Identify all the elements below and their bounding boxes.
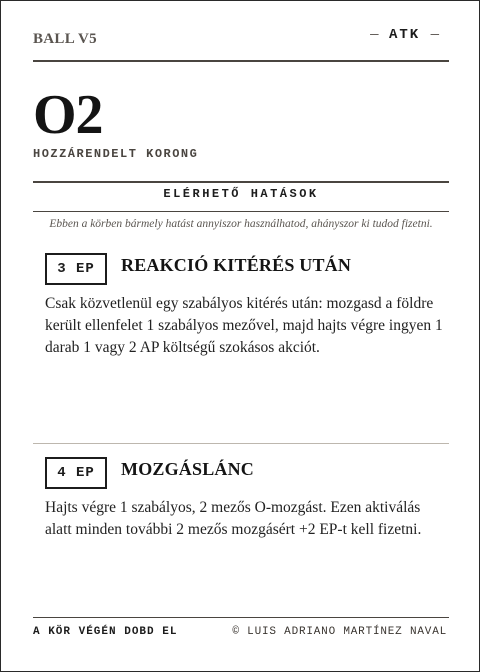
footer-divider [33, 617, 449, 618]
effect-divider [33, 443, 449, 444]
type-label-group [370, 27, 439, 43]
section-divider-bottom [33, 211, 449, 212]
section-title: ELÉRHETŐ HATÁSOK [163, 187, 319, 201]
set-label: BALL V5 [33, 31, 97, 47]
top-divider [33, 60, 449, 62]
dash-left: — [370, 27, 379, 43]
effect-text: Csak közvetlenül egy szabályos kitérés után: mozgasd a földre került ellenfelet 1 szabályos mezővel, majd hajts végre ingyen 1 darab 1 vagy 2 AP költségű szokásos akciót. [45, 295, 443, 356]
effect-title: REAKCIÓ KITÉRÉS UTÁN [121, 255, 352, 275]
type-label: ATK [388, 27, 421, 43]
usage-note: Ebben a körben bármely hatást annyiszor használhatod, ahányszor ki tudod fizetni. [49, 218, 433, 230]
dash-right: — [430, 27, 439, 43]
effect-title: MOZGÁSLÁNC [121, 459, 255, 479]
effect-cost-badge: 3 EP [45, 253, 107, 285]
card-code: O2 [33, 84, 103, 146]
card-subtitle: HOZZÁRENDELT KORONG [33, 147, 199, 161]
effect-cost-badge: 4 EP [45, 457, 107, 489]
footer-instruction: A KÖR VÉGÉN DOBD EL [33, 626, 178, 638]
footer-copyright: © LUIS ADRIANO MARTÍNEZ NAVAL [232, 626, 447, 638]
section-divider-top [33, 181, 449, 183]
effect-text: Hajts végre 1 szabályos, 2 mezős O-mozgást. Ezen aktiválás alatt minden további 2 mezős mozgásért +2 EP-t kell fizetni. [45, 499, 422, 538]
